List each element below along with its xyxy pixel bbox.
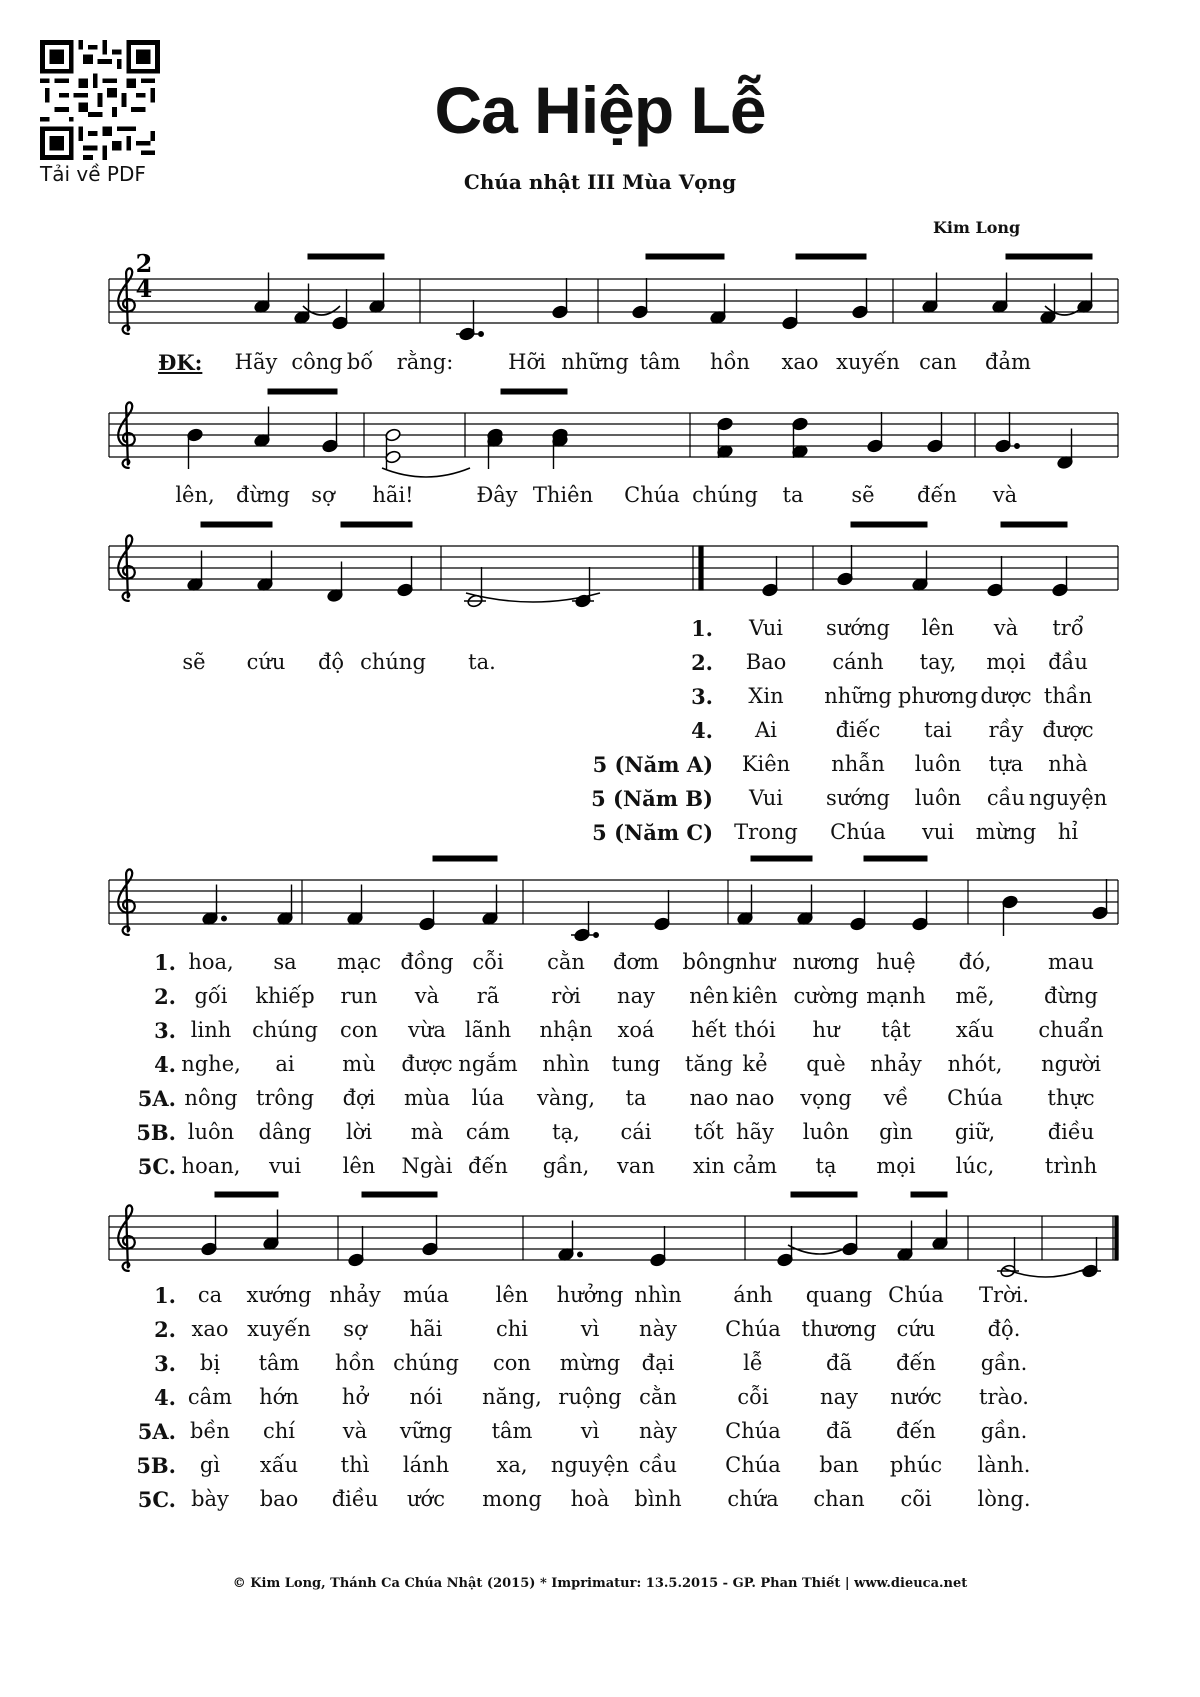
verse-number: 5C. [137,1154,176,1179]
lyric-syllable: Ai [755,718,777,742]
lyric-syllable: điều [1047,1120,1095,1144]
note-beam [308,254,384,259]
lyric-syllable: lời [345,1120,373,1144]
verse-number: 5 (Năm B) [591,786,713,811]
lyric-syllable: điều [331,1487,379,1511]
lyric-syllable: mù [342,1052,376,1076]
lyric-syllable: tạ [815,1154,837,1178]
lyric-syllable: và [414,984,440,1008]
lyric-syllable: nguyện [1028,786,1108,810]
lyric-syllable: Chúa [725,1317,781,1341]
lyric-syllable: mà [410,1120,444,1144]
lyric-syllable: hỉ [1057,820,1079,844]
lyric-syllable: xin [692,1154,726,1178]
lyric-syllable: xấu [955,1018,995,1042]
lyric-syllable: xao [191,1317,229,1341]
verse-number: 5 (Năm C) [592,820,713,845]
lyric-syllable: đại [641,1351,675,1375]
note-beam [911,1192,947,1197]
lyric-syllable: đã [826,1419,852,1443]
lyric-syllable: ngắm [458,1052,518,1076]
lyric-syllable: Ngài [401,1154,453,1178]
lyric-syllable: tâm [491,1419,533,1443]
lyric-syllable: đừng [236,483,290,507]
lyric-syllable: mừng [559,1351,621,1375]
lyric-syllable: thần [1043,684,1093,708]
lyric-syllable: sướng [826,786,890,810]
lyric-syllable: bị [199,1351,221,1375]
lyric-syllable: sợ [311,483,335,507]
lyric-syllable: mau [1048,950,1094,974]
lyric-syllable: lành. [977,1453,1031,1477]
lyric-syllable: cỗi [737,1385,769,1409]
note-beam [268,389,337,394]
lyric-syllable: hoan, [181,1154,241,1178]
lyric-syllable: dược [980,684,1032,708]
lyric-syllable: nay [617,984,655,1008]
lyric-syllable: cảm [732,1154,778,1178]
lyric-syllable: trổ [1052,616,1084,640]
lyric-syllable: nương [792,950,860,974]
lyric-syllable: xao [781,350,819,374]
verse-number: 3. [154,1018,176,1043]
lyric-syllable: sướng [826,616,890,640]
final-barline [1115,1216,1118,1260]
verse-number: 5A. [137,1086,176,1111]
lyric-syllable: gì [199,1453,221,1477]
lyric-syllable: gìn [879,1120,913,1144]
lyric-syllable: nhảy [870,1052,922,1076]
lyric-syllable: sa [273,950,297,974]
lyric-syllable: mong [482,1487,542,1511]
lyric-syllable: vững [399,1419,453,1443]
lyric-syllable: con [493,1351,531,1375]
note-beam [851,522,927,527]
lyric-syllable: nước [890,1385,942,1409]
lyric-syllable: xuyến [836,350,900,374]
verse-number: 5 (Năm A) [592,752,713,777]
lyric-syllable: hở [341,1385,369,1409]
lyric-syllable: con [340,1018,378,1042]
lyric-syllable: gối [194,984,228,1008]
lyric-syllable: sẽ [182,650,206,674]
note-beam [501,389,567,394]
lyric-syllable: hưởng [556,1283,624,1307]
lyric-syllable: nhẫn [831,752,885,776]
note-beam [433,856,497,861]
verse-number: 3. [691,684,713,709]
lyric-syllable: lên [495,1283,529,1307]
verse-number: 5B. [136,1453,176,1478]
lyric-syllable: hồn [710,350,750,374]
lyric-syllable: ta [625,1086,647,1110]
lyric-syllable: luôn [802,1120,850,1144]
lyric-syllable: chi [495,1317,529,1341]
lyric-syllable: hư [812,1018,840,1042]
lyric-syllable: nhảy [329,1283,381,1307]
lyric-syllable: Bao [745,650,787,674]
lyric-syllable: chuẩn [1038,1018,1104,1042]
lyric-syllable: ánh [733,1283,773,1307]
lyric-syllable: què [806,1052,846,1076]
lyric-syllable: nói [409,1385,443,1409]
lyric-syllable: lòng. [977,1487,1031,1511]
lyric-syllable: cứu [246,650,286,674]
lyric-syllable: ruộng [558,1385,622,1409]
lyric-syllable: nghe, [181,1052,241,1076]
verse-number: 5A. [137,1419,176,1444]
lyric-syllable: gần. [980,1419,1028,1443]
lyric-syllable: đã [826,1351,852,1375]
lyric-syllable: Chúa [624,483,680,507]
lyric-syllable: cường [793,984,859,1008]
lyric-syllable: nguyện [550,1453,630,1477]
lyric-syllable: Kiên [741,752,791,776]
song-title: Ca Hiệp Lễ [434,73,766,147]
lyric-syllable: hãi! [372,483,414,507]
lyric-syllable: luôn [914,752,962,776]
lyric-syllable: cằn [639,1385,677,1409]
lyric-syllable: đến [896,1419,936,1443]
lyric-syllable: tai [924,718,952,742]
lyric-syllable: sẽ [851,483,875,507]
refrain-label: ĐK: [158,350,203,375]
lyric-syllable: cám [465,1120,511,1144]
verse-number: 5B. [136,1120,176,1145]
note-dot [222,916,227,921]
lyric-syllable: mạnh [866,984,926,1008]
lyric-syllable: nhìn [542,1052,590,1076]
lyric-syllable: lên, [175,483,215,507]
lyric-syllable: đến [917,483,957,507]
note-dot [1015,444,1020,449]
verse-number: 3. [154,1351,176,1376]
verse-number: 4. [154,1385,176,1410]
lyric-syllable: những [824,684,892,708]
lyric-syllable: sợ [343,1317,367,1341]
note-beam [201,522,272,527]
time-signature-top: 2 [135,249,153,278]
lyric-syllable: vọng [800,1086,852,1110]
lyric-syllable: ta. [468,650,496,674]
note-beam [362,1192,437,1197]
lyric-syllable: đến [468,1154,508,1178]
lyric-syllable: huệ [876,950,916,974]
lyric-syllable: hãy [736,1120,774,1144]
lyric-syllable: ai [275,1052,295,1076]
lyric-syllable: chúng [252,1018,318,1042]
lyric-syllable: thương [801,1317,877,1341]
time-signature-bottom: 4 [135,274,153,303]
lyric-syllable: tung [611,1052,661,1076]
lyric-syllable: này [639,1317,677,1341]
lyric-syllable: cứu [896,1317,936,1341]
lyric-syllable: nông [184,1086,238,1110]
note-beam [1001,522,1067,527]
lyric-syllable: mạc [336,950,382,974]
lyric-syllable: tạ, [552,1120,580,1144]
lyric-syllable: luôn [914,786,962,810]
lyric-syllable: tốt [694,1120,724,1144]
lyric-syllable: rằng: [396,350,454,374]
lyric-syllable: lên [921,616,955,640]
verse-number: 1. [691,616,713,641]
lyric-syllable: lễ [743,1351,763,1375]
lyric-syllable: đảm [985,350,1031,374]
download-pdf-link[interactable]: Tải về PDF [40,162,146,186]
note-dot [578,1252,583,1257]
lyric-syllable: đồng [400,950,454,974]
note-dot [479,332,484,337]
lyric-syllable: bố [346,350,374,374]
lyric-syllable: Vui [748,786,784,810]
lyric-syllable: Trong [734,820,798,844]
note-beam [646,254,724,259]
lyric-syllable: xuyến [247,1317,311,1341]
lyric-syllable: lúa [471,1086,505,1110]
lyric-syllable: đó, [958,950,992,974]
lyric-syllable: quang [805,1283,873,1307]
lyric-syllable: múa [403,1283,449,1307]
lyric-syllable: rầy [988,718,1024,742]
lyric-syllable: ta [782,483,804,507]
lyric-syllable: nao [689,1086,729,1110]
lyric-syllable: xoá [617,1018,655,1042]
tie [1003,1268,1088,1277]
verse-number: 2. [154,984,176,1009]
lyric-syllable: cánh [832,650,884,674]
lyric-syllable: cõi [900,1487,932,1511]
lyric-syllable: mọi [876,1154,916,1178]
lyric-syllable: run [340,984,378,1008]
lyric-syllable: vàng, [536,1086,596,1110]
lyric-syllable: kẻ [742,1052,768,1076]
lyric-syllable: cầu [638,1453,678,1477]
lyric-syllable: mùa [404,1086,450,1110]
lyric-syllable: chứa [727,1487,779,1511]
double-barline [699,546,703,590]
lyric-syllable: can [919,350,957,374]
verse-number: 1. [154,1283,176,1308]
lyric-syllable: điếc [835,718,881,742]
lyric-syllable: vì [580,1419,600,1443]
lyric-syllable: Xin [748,684,784,708]
lyric-syllable: và [992,483,1018,507]
note-beam [864,856,927,861]
lyric-syllable: và [342,1419,368,1443]
lyric-syllable: hết [691,1018,727,1042]
lyric-syllable: phúc [889,1453,943,1477]
lyric-syllable: độ. [987,1317,1021,1341]
lyric-syllable: cầu [986,786,1026,810]
lyric-syllable: nao [735,1086,775,1110]
lyric-syllable: đơm [613,950,659,974]
lyric-syllable: vì [580,1317,600,1341]
lyric-syllable: về [883,1086,909,1110]
note-beam [796,254,866,259]
lyric-syllable: lên [342,1154,376,1178]
lyric-syllable: này [639,1419,677,1443]
lyric-syllable: những [561,350,629,374]
lyric-syllable: kiên [732,984,778,1008]
lyric-syllable: tăng [685,1052,733,1076]
lyric-syllable: nên [689,984,729,1008]
lyric-syllable: Hỡi [508,350,546,374]
lyric-syllable: rã [476,984,500,1008]
lyric-syllable: chúng [360,650,426,674]
lyric-syllable: chúng [692,483,758,507]
lyric-syllable: trình [1044,1154,1098,1178]
lyric-syllable: Hãy [234,350,278,374]
lyric-syllable: hoà [570,1487,610,1511]
lyric-syllable: Chúa [888,1283,944,1307]
lyric-syllable: bày [191,1487,229,1511]
lyric-syllable: năng, [482,1385,542,1409]
lyric-syllable: được [1042,718,1094,742]
lyric-syllable: hớn [259,1385,299,1409]
verse-number: 5C. [137,1487,176,1512]
lyric-syllable: luôn [187,1120,235,1144]
lyric-syllable: chan [813,1487,865,1511]
note-beam [215,1192,278,1197]
lyric-syllable: cỗi [472,950,504,974]
lyric-syllable: câm [187,1385,233,1409]
lyric-syllable: lúc, [955,1154,995,1178]
lyric-syllable: Chúa [947,1086,1003,1110]
lyric-syllable: Thiên [532,483,594,507]
lyric-syllable: lãnh [464,1018,512,1042]
lyric-syllable: bông [682,950,736,974]
lyric-syllable: bình [634,1487,682,1511]
lyric-syllable: công [291,350,343,374]
lyric-syllable: lánh [402,1453,450,1477]
lyric-syllable: giữ, [954,1120,996,1144]
lyric-syllable: thì [340,1453,370,1477]
lyric-syllable: bền [190,1419,230,1443]
lyric-syllable: tật [881,1018,911,1042]
lyric-syllable: trào. [979,1385,1029,1409]
lyric-syllable: xướng [246,1283,312,1307]
lyric-syllable: xa, [496,1453,528,1477]
lyric-syllable: mọi [986,650,1026,674]
lyric-syllable: đến [896,1351,936,1375]
lyric-syllable: đợi [342,1086,376,1110]
lyric-syllable: độ [317,650,345,674]
lyric-syllable: như [734,950,776,974]
lyric-syllable: linh [190,1018,232,1042]
lyric-syllable: nhà [1048,752,1088,776]
lyric-syllable: đầu [1048,650,1088,674]
lyric-syllable: ước [407,1487,445,1511]
lyric-syllable: nhót, [947,1052,1003,1076]
lyric-syllable: Trời. [978,1283,1030,1307]
composer-name: Kim Long [933,218,1021,237]
lyric-syllable: nhìn [634,1283,682,1307]
lyric-syllable: van [617,1154,655,1178]
lyric-syllable: vui [921,820,955,844]
song-subtitle: Chúa nhật III Mùa Vọng [463,170,737,194]
lyric-syllable: bao [259,1487,299,1511]
verse-number: 4. [154,1052,176,1077]
verse-number: 1. [154,950,176,975]
lyric-syllable: thực [1047,1086,1095,1110]
lyric-syllable: Chúa [725,1419,781,1443]
lyric-syllable: gần, [542,1154,590,1178]
lyric-syllable: người [1041,1052,1101,1076]
lyric-syllable: tâm [639,350,681,374]
lyric-syllable: tựa [988,752,1024,776]
tie [382,468,470,477]
lyric-syllable: mừng [975,820,1037,844]
lyric-syllable: ca [197,1283,223,1307]
lyric-syllable: tay, [919,650,957,674]
lyric-syllable: rời [551,984,581,1008]
verse-number: 2. [154,1317,176,1342]
lyric-syllable: hồn [335,1351,375,1375]
note-dot [594,933,599,938]
lyric-syllable: mẽ, [955,984,995,1008]
lyric-syllable: chí [262,1419,296,1443]
lyric-syllable: hãi [409,1317,443,1341]
lyric-syllable: vui [268,1154,302,1178]
lyric-syllable: được [401,1052,453,1076]
note-beam [1006,254,1092,259]
lyric-syllable: Vui [748,616,784,640]
lyric-syllable: cằn [547,950,585,974]
lyric-syllable: Chúa [830,820,886,844]
verse-number: 2. [691,650,713,675]
lyric-syllable: trông [255,1086,315,1110]
lyric-syllable: dâng [258,1120,312,1144]
lyric-syllable: hoa, [188,950,234,974]
lyric-syllable: ban [819,1453,859,1477]
note-beam [751,856,812,861]
lyric-syllable: cái [620,1120,652,1144]
footer-copyright: © Kim Long, Thánh Ca Chúa Nhật (2015) * Imprimatur: 13.5.2015 - GP. Phan Thiết | www.dieuca.net [232,1576,968,1591]
lyric-syllable: đừng [1044,984,1098,1008]
lyric-syllable: xấu [259,1453,299,1477]
lyric-syllable: phương [897,684,979,708]
lyric-syllable: vừa [408,1018,446,1042]
verse-number: 4. [691,718,713,743]
lyric-syllable: gần. [980,1351,1028,1375]
lyric-syllable: chúng [393,1351,459,1375]
lyric-syllable: khiếp [255,984,315,1008]
lyric-syllable: Chúa [725,1453,781,1477]
lyric-syllable: nay [820,1385,858,1409]
note-beam [341,522,412,527]
note-beam [791,1192,857,1197]
lyric-syllable: Đây [476,483,518,507]
lyric-syllable: thói [734,1018,776,1042]
lyric-syllable: và [993,616,1019,640]
lyric-syllable: tâm [258,1351,300,1375]
lyric-syllable: nhận [539,1018,593,1042]
